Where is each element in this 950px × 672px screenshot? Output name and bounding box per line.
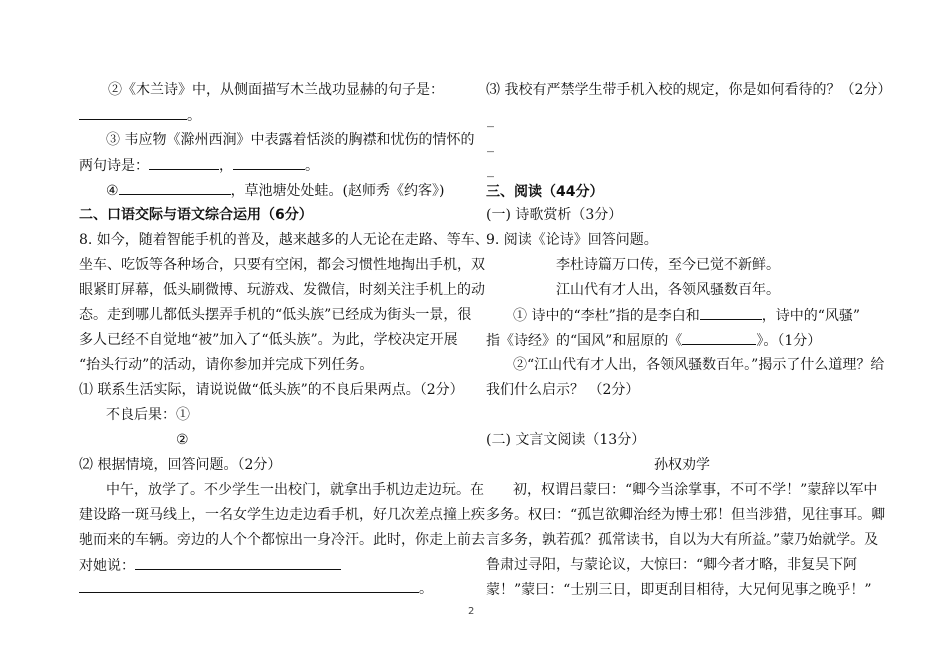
q7-2-line: ②《木兰诗》中，从侧面描写木兰战功显赫的句子是： bbox=[108, 82, 444, 98]
q9-1-blank-2[interactable] bbox=[682, 330, 756, 345]
q7-3-blank-2[interactable] bbox=[233, 155, 305, 170]
q8-1-answer-label: 不良后果：① bbox=[106, 407, 190, 423]
passage-line-3: 言多务，孰若孤？孤常读书，自以为大有所益。”蒙乃始就学。及 bbox=[486, 532, 879, 548]
q8-2-line-1: 中午，放学了。不少学生一出校门，就拿出手机边走边玩。在 bbox=[106, 482, 484, 498]
q8-1-prompt: ⑴ 联系生活实际，请说说做“低头族”的不良后果两点。（2分） bbox=[79, 382, 464, 398]
section3-title: 三、阅读（44分） bbox=[486, 184, 604, 200]
poem-line-2: 江山代有才人出，各领风骚数百年。 bbox=[556, 282, 780, 298]
passage-line-1: 初，权谓吕蒙曰：“卿今当涂掌事，不可不学！”蒙辞以军中 bbox=[513, 482, 878, 498]
sub2-title: (二) 文言文阅读（13分） bbox=[486, 432, 646, 448]
q7-3-line1: ③ 韦应物《滁州西涧》中表露着恬淡的胸襟和忧伤的情怀的 bbox=[106, 132, 475, 148]
q8-2-answer-line: 。 bbox=[79, 578, 433, 599]
passage-line-2: 多务。权曰：“孤岂欲卿治经为博士邪！但当涉猎，见往事耳。卿 bbox=[486, 507, 886, 523]
sub1-title: (一) 诗歌赏析（3分） bbox=[486, 207, 623, 223]
passage-line-4: 鲁肃过寻阳，与蒙论议，大惊曰：“卿今者才略，非复吴下阿 bbox=[486, 557, 858, 573]
q8-2-prompt: ⑵ 根据情境，回答问题。（2分） bbox=[79, 457, 282, 473]
q8-2-line-3: 驰而来的车辆。旁边的人个个都惊出一身冷汗。此时，你走上前去 bbox=[79, 532, 485, 548]
q8-2-blank-1[interactable] bbox=[135, 555, 341, 570]
q9-prompt: 9. 阅读《论诗》回答问题。 bbox=[486, 232, 658, 248]
q8-2-last-line: 对她说： bbox=[79, 555, 341, 576]
q9-1-line1: ① 诗中的“李杜”指的是李白和 ，诗中的“风骚” bbox=[513, 305, 860, 326]
passage-line-5: 蒙！”蒙曰：“士别三日，即更刮目相待，大兄何见事之晚乎！” bbox=[486, 582, 872, 598]
q8-line-3: 眼紧盯屏幕，低头刷微博、玩游戏、发微信，时刻关注手机上的动 bbox=[79, 282, 485, 298]
q7-4-blank[interactable] bbox=[119, 180, 231, 195]
q8-1-answer-2: ② bbox=[176, 432, 189, 448]
q7-4-line: ④ ，草池塘处处蛙。(赵师秀《约客》) bbox=[106, 180, 445, 201]
answer-dash-3[interactable]: _ bbox=[487, 162, 494, 178]
q8-line-6: “抬头行动”的活动，请你参加并完成下列任务。 bbox=[79, 357, 374, 373]
q9-1-blank-1[interactable] bbox=[700, 305, 762, 320]
q9-1-line2: 指《诗经》的“国风”和屈原的《 》。（1分） bbox=[486, 330, 821, 351]
q9-2-line1: ②“江山代有才人出，各领风骚数百年。”揭示了什么道理？给 bbox=[513, 357, 885, 373]
q8-line-1: 8. 如今，随着智能手机的普及，越来越多的人无论在走路、等车、 bbox=[79, 232, 489, 248]
q8-3-prompt: ⑶ 我校有严禁学生带手机入校的规定，你是如何看待的？（2分） bbox=[486, 82, 892, 98]
passage-title: 孙权劝学 bbox=[654, 457, 710, 473]
section2-title: 二、口语交际与语文综合运用（6分） bbox=[79, 207, 313, 223]
q7-2-blank[interactable] bbox=[79, 105, 187, 120]
q7-2-answer-line: 。 bbox=[79, 105, 201, 126]
q7-3-blank-1[interactable] bbox=[149, 155, 219, 170]
page-number: 2 bbox=[468, 606, 475, 617]
q8-2-blank-2[interactable] bbox=[79, 578, 419, 593]
poem-line-1: 李杜诗篇万口传，至今已觉不新鲜。 bbox=[556, 257, 780, 273]
answer-dash-2[interactable]: _ bbox=[487, 137, 494, 153]
q8-line-5: 多人已经不自觉地“被”加入了“低头族”。为此，学校决定开展 bbox=[79, 332, 458, 348]
answer-dash-1[interactable]: _ bbox=[487, 112, 494, 128]
q8-line-4: 态。走到哪儿都低头摆弄手机的“低头族”已经成为街头一景，很 bbox=[79, 307, 472, 323]
q8-line-2: 坐车、吃饭等各种场合，只要有空闲，都会习惯性地掏出手机，双 bbox=[79, 257, 485, 273]
q9-2-line2: 我们什么启示？ （2分） bbox=[486, 382, 640, 398]
q8-2-line-2: 建设路一斑马线上，一名女学生边走边看手机，好几次差点撞上疾 bbox=[79, 507, 485, 523]
q7-3-line2: 两句诗是： ， 。 bbox=[79, 155, 319, 176]
